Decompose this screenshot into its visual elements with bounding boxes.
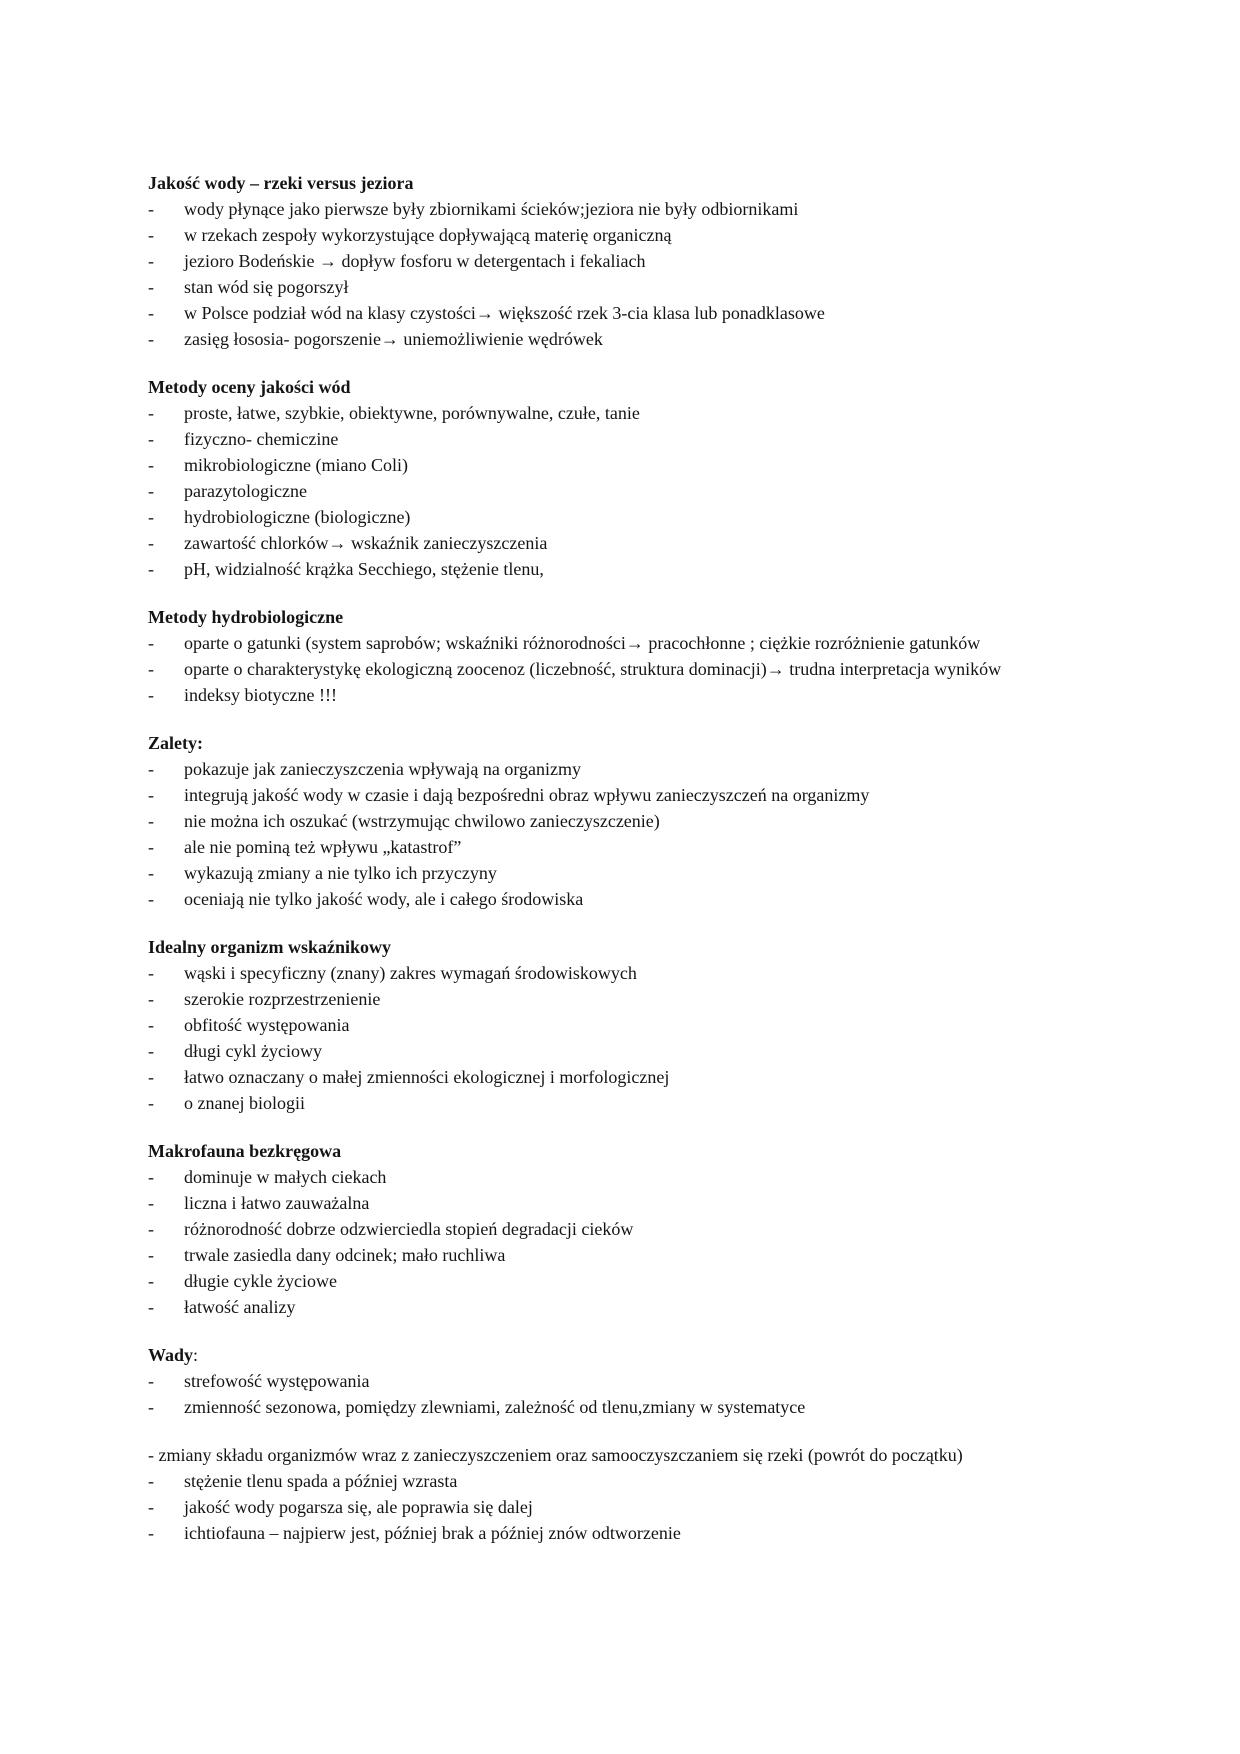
list-item: - indeksy biotyczne !!! [148,685,337,705]
bullet-list [148,400,1108,582]
list-item: - proste, łatwe, szybkie, obiektywne, porównywalne, czułe, tanie [148,403,640,423]
bullet-list [148,196,1108,352]
section-heading: Jakość wody – rzeki versus jeziora [148,173,414,193]
list-item: - dominuje w małych ciekach [148,1167,387,1187]
document-page [148,170,1108,1568]
list-item: - jakość wody pogarsza się, ale poprawia się dalej [148,1497,533,1517]
section-heading: Wady: [148,1345,199,1365]
list-item: - wykazują zmiany a nie tylko ich przyczyny [148,863,497,883]
section-advantages [148,730,1108,912]
section-macrofauna [148,1138,1108,1320]
list-item: - parazytologiczne [148,481,307,501]
list-item: - integrują jakość wody w czasie i dają bezpośredni obraz wpływu zanieczyszczeń na organizmy [148,785,870,805]
list-item: - mikrobiologiczne (miano Coli) [148,455,408,475]
list-item: - fizyczno- chemiczine [148,429,339,449]
section-disadvantages [148,1342,1108,1420]
list-item: - hydrobiologiczne (biologiczne) [148,507,411,527]
list-item: - szerokie rozprzestrzenienie [148,989,381,1009]
section-hydrobiological-methods [148,604,1108,708]
list-item: - w rzekach zespoły wykorzystujące dopływającą materię organiczną [148,225,672,245]
list-item: - wąski i specyficzny (znany) zakres wymagań środowiskowych [148,963,637,983]
bullet-list [148,630,1108,708]
list-item: - ale nie pominą też wpływu „katastrof” [148,837,462,857]
section-assessment-methods [148,374,1108,582]
list-item: - łatwo oznaczany o małej zmienności ekologicznej i morfologicznej [148,1067,670,1087]
section-heading: Metody oceny jakości wód [148,377,351,397]
list-item: - zmienność sezonowa, pomiędzy zlewniami, zależność od tlenu,zmiany w systematyce [148,1397,806,1417]
bullet-list [148,960,1108,1116]
list-item: - stężenie tlenu spada a później wzrasta [148,1471,458,1491]
list-item: - trwale zasiedla dany odcinek; mało ruchliwa [148,1245,506,1265]
list-item: - stan wód się pogorszył [148,277,349,297]
list-item: - długie cykle życiowe [148,1271,337,1291]
section-heading: Zalety: [148,733,203,753]
bullet-list [148,1164,1108,1320]
list-item: - oparte o charakterystykę ekologiczną zoocenoz (liczebność, struktura dominacji)→ trudna interpretacja wyników [148,659,1002,679]
list-item: - pokazuje jak zanieczyszczenia wpływają na organizmy [148,759,581,779]
section-heading: Idealny organizm wskaźnikowy [148,937,392,957]
section-ideal-indicator [148,934,1108,1116]
section-water-quality [148,170,1108,352]
list-item: - zawartość chlorków→ wskaźnik zanieczyszczenia [148,533,548,553]
section-heading: Makrofauna bezkręgowa [148,1141,342,1161]
section-heading: Metody hydrobiologiczne [148,607,344,627]
list-item: - nie można ich oszukać (wstrzymując chwilowo zanieczyszczenie) [148,811,660,831]
list-item: - o znanej biologii [148,1093,305,1113]
list-item: - łatwość analizy [148,1297,296,1317]
list-item: - długi cykl życiowy [148,1041,322,1061]
list-item: - oceniają nie tylko jakość wody, ale i całego środowiska [148,889,584,909]
list-item: - ichtiofauna – najpierw jest, później brak a później znów odtworzenie [148,1523,681,1543]
list-item: - liczna i łatwo zauważalna [148,1193,370,1213]
closing-paragraph: - zmiany składu organizmów wraz z zanieczyszczeniem oraz samooczyszczaniem się rzeki (powrót do początku) [148,1445,963,1465]
list-item: - strefowość występowania [148,1371,370,1391]
bullet-list [148,1368,1108,1420]
list-item: - obfitość występowania [148,1015,350,1035]
list-item: - różnorodność dobrze odzwierciedla stopień degradacji cieków [148,1219,634,1239]
list-item: - oparte o gatunki (system saprobów; wskaźniki różnorodności→ pracochłonne ; ciężkie rozróżnienie gatunków [148,633,981,653]
section-closing [148,1442,1108,1546]
bullet-list [148,756,1108,912]
list-item: - pH, widzialność krążka Secchiego, stężenie tlenu, [148,559,544,579]
list-item: - jezioro Bodeńskie → dopływ fosforu w detergentach i fekaliach [148,251,646,271]
list-item: - w Polsce podział wód na klasy czystości→ większość rzek 3-cia klasa lub ponadklasowe [148,303,825,323]
list-item: - wody płynące jako pierwsze były zbiornikami ścieków;jeziora nie były odbiornikami [148,199,799,219]
list-item: - zasięg łososia- pogorszenie→ uniemożliwienie wędrówek [148,329,603,349]
bullet-list [148,1468,1108,1546]
